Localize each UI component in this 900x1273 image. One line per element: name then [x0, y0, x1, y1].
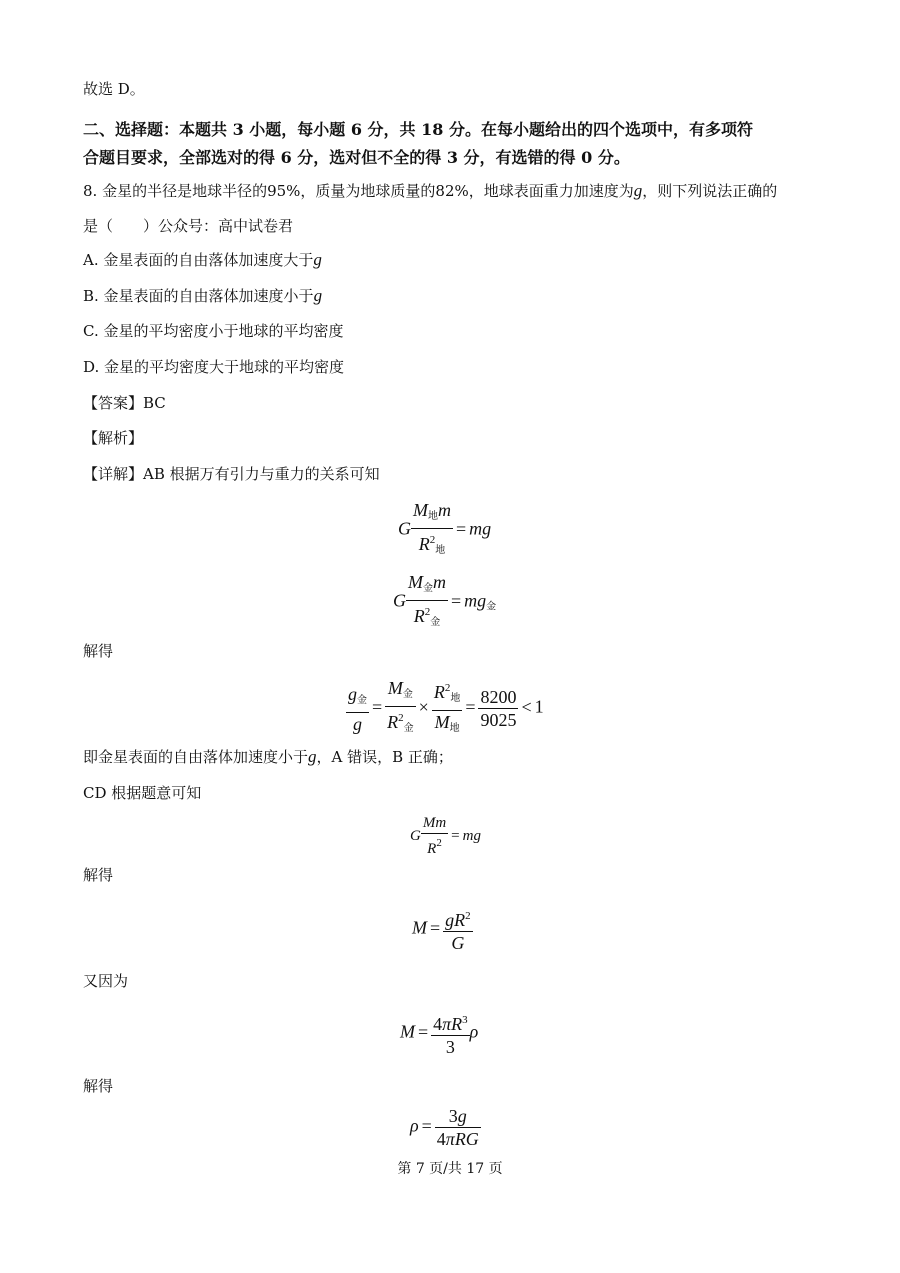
detail-line: 【详解】AB 根据万有引力与重力的关系可知 [83, 465, 380, 483]
conclusion-prefix: 即金星表面的自由落体加速度小于 [83, 748, 309, 766]
option-c: C. 金星的平均密度小于地球的平均密度 [83, 322, 344, 340]
equation-density: ρ = $\frac{3g}{\text{4πRG}}$ [410, 1106, 479, 1149]
solve-label-2: 解得 [83, 866, 114, 884]
option-b-var: g [313, 286, 323, 305]
cd-line: CD 根据题意可知 [83, 784, 202, 802]
answer-line: 【答案】BC [83, 394, 166, 412]
sub-earth: 地 [428, 511, 438, 522]
equation-mass: M = $\frac{gR^2}{G}$ [412, 906, 473, 953]
section-header-line2: 合题目要求，全部选对的得 6 分，选对但不全的得 3 分，有选错的得 0 分。 [83, 148, 630, 167]
equation-mass-density: M = $\frac{4\pi R^3}{3}$ ρ [400, 1010, 478, 1057]
ratio-numerator: 8200 [480, 687, 517, 707]
analysis-label: 【解析】 [83, 429, 144, 447]
section-header-line1: 二、选择题：本题共 3 小题，每小题 6 分，共 18 分。在每小题给出的四个选项中，有多项符 [83, 120, 753, 139]
solve-label-1: 解得 [83, 642, 114, 660]
sub-earth: 地 [450, 693, 461, 704]
option-a-text: A. 金星表面的自由落体加速度大于 [83, 251, 314, 269]
option-b-text: B. 金星表面的自由落体加速度小于 [83, 287, 314, 305]
sub-earth: 地 [435, 545, 446, 556]
ratio-bound: 1 [534, 696, 544, 717]
page-footer: 第 7 页/共 17 页 [397, 1161, 503, 1177]
option-b [83, 286, 322, 306]
option-a-var: g [313, 250, 322, 269]
sub-venus: 金 [402, 689, 413, 700]
option-d: D. 金星的平均密度大于地球的平均密度 [83, 358, 345, 376]
equation-gravity-general: G $\frac{Mm}{R^2}$ = mg [410, 815, 481, 857]
ratio-denominator: 9025 [480, 710, 517, 730]
sub-venus: 金 [486, 601, 497, 613]
volume-den: 3 [445, 1037, 455, 1057]
option-a [83, 250, 322, 270]
equation-g-ratio: $\frac{g_金}{g}$ = $\frac{M_金}{R^2_金}$ × $\frac{R^2_地}{M_地}$ = $\frac{8200}{9025}$ < 1 [348, 678, 544, 734]
equation-gravity-earth: G $\frac{M_地m}{R^2_地}$ = mg [398, 500, 492, 556]
conclusion-suffix: ，A 错误，B 正确； [316, 748, 453, 766]
volume-coef: 4 [436, 1129, 446, 1149]
sub-venus: 金 [403, 723, 414, 734]
question-stem-prefix: 8. 金星的半径是地球半径的95%，质量为地球质量的82%，地球表面重力加速度为 [83, 182, 634, 200]
conclusion-var: g [308, 747, 317, 766]
question-stem-line1 [83, 181, 777, 201]
sub-venus: 金 [357, 694, 367, 706]
density-numerator-coef: 3 [448, 1106, 458, 1126]
sub-venus: 金 [430, 617, 441, 628]
equation-gravity-venus: G $\frac{M_金m}{R^2_金}$ = $mg_金$ [393, 572, 497, 628]
question-stem-suffix: ，则下列说法正确的 [642, 182, 778, 200]
question-stem-line2: 是（ ）公众号：高中试卷君 [83, 217, 294, 235]
solve-label-3: 解得 [83, 1077, 114, 1095]
variable-g: g [633, 181, 643, 200]
conclusion-line [83, 747, 453, 767]
previous-answer: 故选 D。 [83, 80, 145, 98]
also-because-label: 又因为 [83, 972, 129, 990]
sub-venus: 金 [423, 583, 433, 594]
volume-coef: 4 [433, 1014, 443, 1034]
sub-earth: 地 [449, 723, 460, 734]
